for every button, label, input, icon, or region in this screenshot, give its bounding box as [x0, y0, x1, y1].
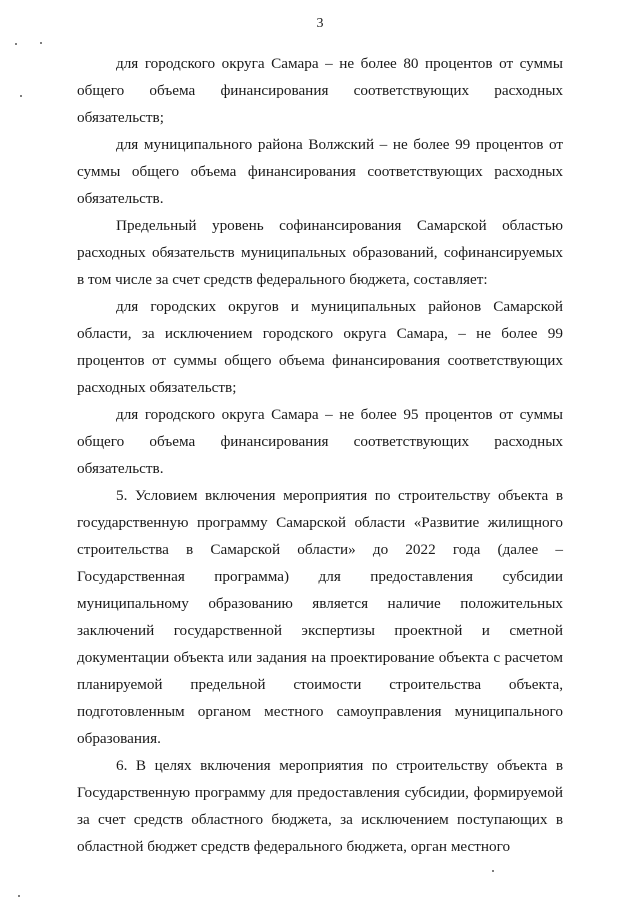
scan-speck: [15, 43, 17, 45]
scan-speck: [40, 42, 42, 44]
paragraph-volzhsky-99-percent: для муниципального района Волжский – не более 99 процентов от суммы общего объема финансирования соответствующих расходных обязательств.: [77, 136, 563, 207]
paragraph-samara-80-percent: для городского округа Самара – не более 80 процентов от суммы общего объема финансирования соответствующих расходных обязательств;: [77, 55, 563, 126]
paragraph-other-districts-99-percent: для городских округов и муниципальных районов Самарской области, за исключением городского округа Самара, – не более 99 процентов от суммы общего объема финансирования соответствующих расходных обязательств;: [77, 298, 563, 396]
paragraph-item-5: 5. Условием включения мероприятия по строительству объекта в государственную программу Самарской области «Развитие жилищного строительства в Самарской области» до 2022 года (далее – Государственная программа) для предоставления субсидии муниципальному образованию является наличие положительных заключений государственной экспертизы проектной и сметной документации объекта или задания на проектирование объекта с расчетом планируемой предельной стоимости строительства объекта, подготовленным органом местного самоуправления муниципального образования.: [77, 487, 563, 747]
paragraph-item-6: 6. В целях включения мероприятия по строительству объекта в Государственную программу для предоставления субсидии, формируемой за счет средств областного бюджета, за исключением поступающих в областной бюджет средств федерального бюджета, орган местного: [77, 757, 563, 855]
page-number: 3: [316, 16, 324, 31]
paragraph-samara-95-percent: для городского округа Самара – не более 95 процентов от суммы общего объема финансирования соответствующих расходных обязательств.: [77, 406, 563, 477]
document-body: [77, 50, 563, 860]
scan-speck: [492, 870, 494, 872]
paragraph-cofinancing-level: Предельный уровень софинансирования Самарской областью расходных обязательств муниципальных образований, софинансируемых в том числе за счет средств федерального бюджета, составляет:: [77, 217, 563, 288]
scan-speck: [18, 895, 20, 897]
scan-speck: [20, 95, 22, 97]
